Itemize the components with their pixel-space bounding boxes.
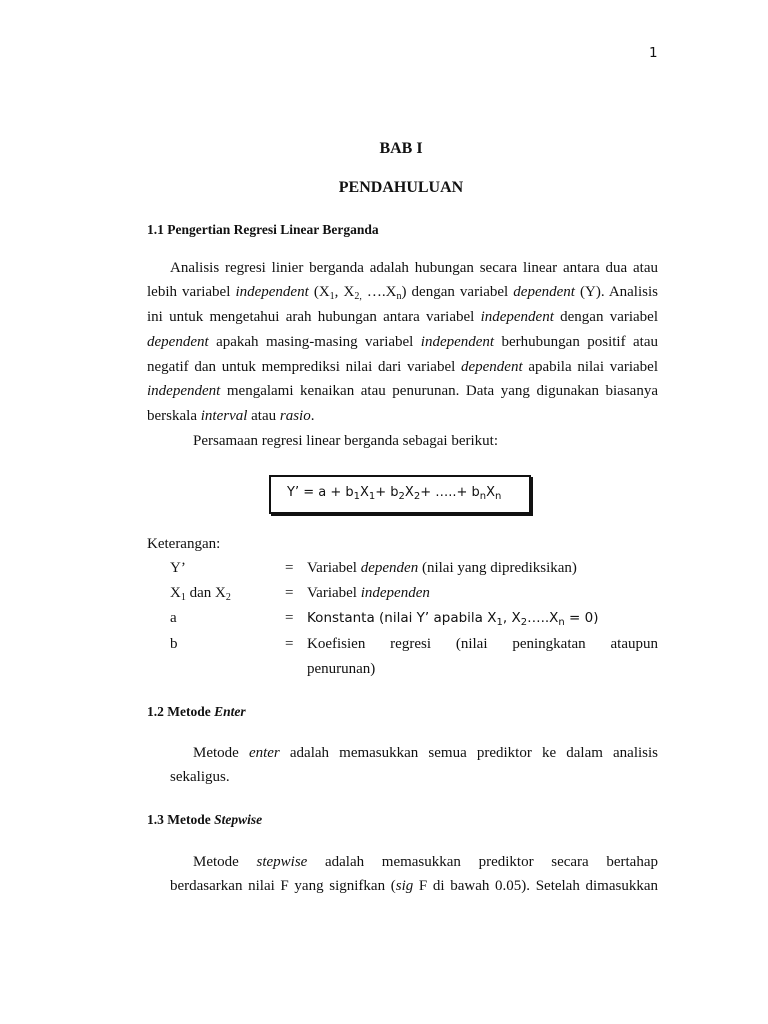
italic-term: interval [200,408,248,424]
legend-term [170,584,231,602]
page-number: 1 [649,45,658,61]
text-segment: (Y). Analisis [574,284,658,300]
text-segment: Metode [193,745,249,761]
text-segment: X [170,585,181,601]
italic-term: dependen [360,560,419,576]
text-segment: dengan variabel [553,309,658,325]
legend-equals: = [285,636,294,652]
subscript: 1 [353,491,360,502]
text-segment: ….X [361,284,397,300]
legend-term [170,559,186,577]
text-segment: (nilai yang diprediksikan) [418,560,577,576]
legend-desc [307,635,658,653]
text-segment: penurunan) [307,661,376,677]
text-segment: Metode [193,854,257,870]
text-segment: berdasarkan nilai F yang signifkan ( [170,878,396,894]
subscript: n [558,617,565,628]
section-1-heading: 1.1 Pengertian Regresi Linear Berganda [147,222,379,237]
italic-term: independent [235,284,309,300]
subscript: n [495,491,502,502]
legend-desc [307,584,430,602]
text-segment: berskala [147,408,201,424]
text-segment: X [486,485,496,500]
paragraph-line [193,853,658,871]
paragraph-line [193,744,658,762]
subscript: 1 [329,291,335,302]
subscript: 1 [496,617,503,628]
text-segment: Variabel [307,585,361,601]
text-segment: 1.3 Metode [147,812,215,827]
text-segment: mengalami kenaikan atau penurunan. Data yang digunakan biasanya [220,383,658,399]
text-segment: X [404,485,414,500]
subscript: 1 [368,491,376,502]
text-segment: Koefisien regresi (nilai peningkatan ataupun [307,636,658,652]
italic-term: dependent [460,359,523,375]
legend-term [170,635,178,653]
text-segment: adalah memasukkan prediktor secara bertahap [307,854,658,870]
text-segment: + b [375,485,399,500]
chapter-title: PENDAHULUAN [338,179,464,196]
text-segment: = 0) [564,610,599,626]
text-segment: dan X [185,585,226,601]
subscript: 2 [225,592,231,603]
italic-term: rasio [279,408,311,424]
text-segment: sekaligus. [170,769,230,785]
text-segment: , X [502,610,521,626]
paragraph-line [147,382,658,400]
text-segment: . [310,408,315,424]
legend-term [170,609,177,627]
text-segment: adalah memasukkan semua prediktor ke dalam analisis [279,745,659,761]
paragraph-line [147,283,658,301]
text-segment: apabila nilai variabel [522,359,658,375]
subscript: 2, [354,291,362,302]
legend-desc-continued [307,660,375,678]
subscript: n [479,491,487,502]
equation-intro: Persamaan regresi linear berganda sebagai berikut: [193,433,499,449]
italic-term: dependent [147,334,209,350]
italic-term: dependent [513,284,575,300]
legend-desc [307,609,599,627]
text-segment: Y’ = a + b [287,485,354,500]
paragraph-line [147,308,658,326]
italic-term: Enter [214,704,246,719]
subscript: 2 [413,491,421,502]
italic-term: enter [248,745,280,761]
text-segment: (X [308,284,330,300]
text-segment: X [359,485,369,500]
text-segment: ) dengan variabel [401,284,514,300]
chapter-label: BAB I [379,140,423,157]
legend-equals: = [285,560,294,576]
section-2-heading [147,703,246,721]
paragraph-line [147,333,658,351]
text-segment: Variabel [307,560,361,576]
text-segment: + …..+ b [420,485,480,500]
text-segment: Analisis regresi linier berganda adalah hubungan secara linear antara dua atau [170,260,658,276]
paragraph-line [170,768,230,786]
text-segment: negatif dan untuk memprediksi nilai dari variabel [147,359,461,375]
legend-equals: = [285,610,294,626]
text-segment: ini untuk mengetahui arah hubungan antara variabel [147,309,481,325]
subscript: 1 [180,592,186,603]
text-segment: 1.2 Metode [147,704,215,719]
text-segment: …..X [527,610,559,626]
italic-term: Stepwise [214,812,263,827]
legend-title: Keterangan: [147,536,221,552]
text-segment: berhubungan positif atau [494,334,658,350]
paragraph-line [170,259,658,277]
subscript: 2 [398,491,405,502]
regression-equation [287,484,501,502]
subscript: 2 [520,617,528,628]
italic-term: stepwise [256,854,308,870]
text-segment: a [170,610,177,626]
legend-desc [307,559,577,577]
text-segment: lebih variabel [147,284,236,300]
italic-term: independent [480,309,554,325]
text-segment: Y’ [170,560,186,576]
italic-term: sig [395,878,414,894]
text-segment: apakah masing-masing variabel [208,334,421,350]
text-segment: , X [334,284,355,300]
legend-equals: = [285,585,294,601]
text-segment: Konstanta (nilai Y’ apabila X [307,610,497,626]
paragraph-line [147,407,314,425]
text-segment: F di bawah 0.05). Setelah dimasukkan [413,878,658,894]
paragraph-line [147,358,658,376]
subscript: n [396,291,402,302]
text-segment: atau [247,408,280,424]
italic-term: independent [147,383,221,399]
italic-term: independen [360,585,430,601]
section-3-heading [147,811,262,829]
text-segment: b [170,636,178,652]
paragraph-line [170,877,658,895]
italic-term: independent [420,334,495,350]
